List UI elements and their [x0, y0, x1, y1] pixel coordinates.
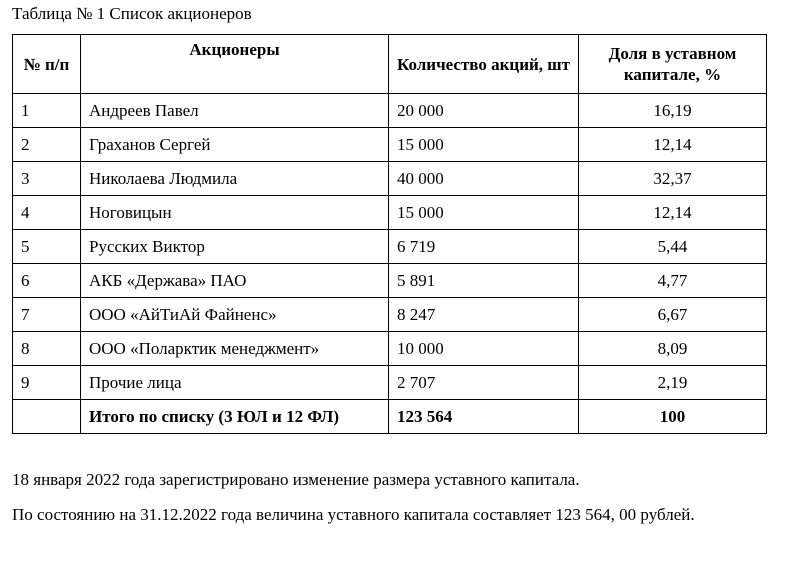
table-row [13, 332, 767, 366]
row-shareholder: Ноговицын [81, 196, 389, 230]
total-shares: 123 564 [389, 400, 579, 434]
row-num: 3 [13, 162, 81, 196]
row-num: 1 [13, 94, 81, 128]
row-percent: 2,19 [579, 366, 767, 400]
row-shares: 2 707 [389, 366, 579, 400]
total-percent: 100 [579, 400, 767, 434]
row-shareholder: Русских Виктор [81, 230, 389, 264]
row-percent: 32,37 [579, 162, 767, 196]
row-num: 2 [13, 128, 81, 162]
total-num [13, 400, 81, 434]
header-num: № п/п [13, 35, 81, 94]
table-row [13, 366, 767, 400]
row-shares: 10 000 [389, 332, 579, 366]
capital-size-note: По состоянию на 31.12.2022 года величина уставного капитала составляет 123 564, 00 рублей. [12, 505, 695, 524]
row-shareholder: АКБ «Держава» ПАО [81, 264, 389, 298]
row-shares: 8 247 [389, 298, 579, 332]
row-percent: 5,44 [579, 230, 767, 264]
row-num: 5 [13, 230, 81, 264]
row-percent: 12,14 [579, 196, 767, 230]
table-row [13, 230, 767, 264]
total-label: Итого по списку (3 ЮЛ и 12 ФЛ) [81, 400, 389, 434]
row-num: 8 [13, 332, 81, 366]
row-num: 4 [13, 196, 81, 230]
header-shares-count: Количество акций, шт [389, 35, 579, 94]
table-row [13, 162, 767, 196]
capital-change-note: 18 января 2022 года зарегистрировано изменение размера уставного капитала. [12, 470, 580, 489]
row-num: 6 [13, 264, 81, 298]
header-shareholders: Акционеры [81, 35, 389, 94]
row-percent: 6,67 [579, 298, 767, 332]
row-percent: 16,19 [579, 94, 767, 128]
shareholders-table [12, 34, 767, 434]
row-percent: 4,77 [579, 264, 767, 298]
row-percent: 8,09 [579, 332, 767, 366]
row-shareholder: ООО «Поларктик менеджмент» [81, 332, 389, 366]
row-shareholder: Николаева Людмила [81, 162, 389, 196]
row-percent: 12,14 [579, 128, 767, 162]
table-header-row [13, 35, 767, 94]
row-shares: 40 000 [389, 162, 579, 196]
row-shares: 20 000 [389, 94, 579, 128]
table-row [13, 128, 767, 162]
table-row [13, 264, 767, 298]
row-shares: 15 000 [389, 128, 579, 162]
row-shares: 5 891 [389, 264, 579, 298]
row-num: 9 [13, 366, 81, 400]
table-row [13, 94, 767, 128]
row-num: 7 [13, 298, 81, 332]
table-caption: Таблица № 1 Список акционеров [12, 4, 252, 23]
header-share-percent: Доля в уставном капитале, % [579, 35, 767, 94]
table-row [13, 196, 767, 230]
row-shares: 6 719 [389, 230, 579, 264]
table-row [13, 298, 767, 332]
row-shareholder: Граханов Сергей [81, 128, 389, 162]
row-shareholder: Прочие лица [81, 366, 389, 400]
row-shareholder: Андреев Павел [81, 94, 389, 128]
row-shares: 15 000 [389, 196, 579, 230]
row-shareholder: ООО «АйТиАй Файненс» [81, 298, 389, 332]
table-total-row [13, 400, 767, 434]
